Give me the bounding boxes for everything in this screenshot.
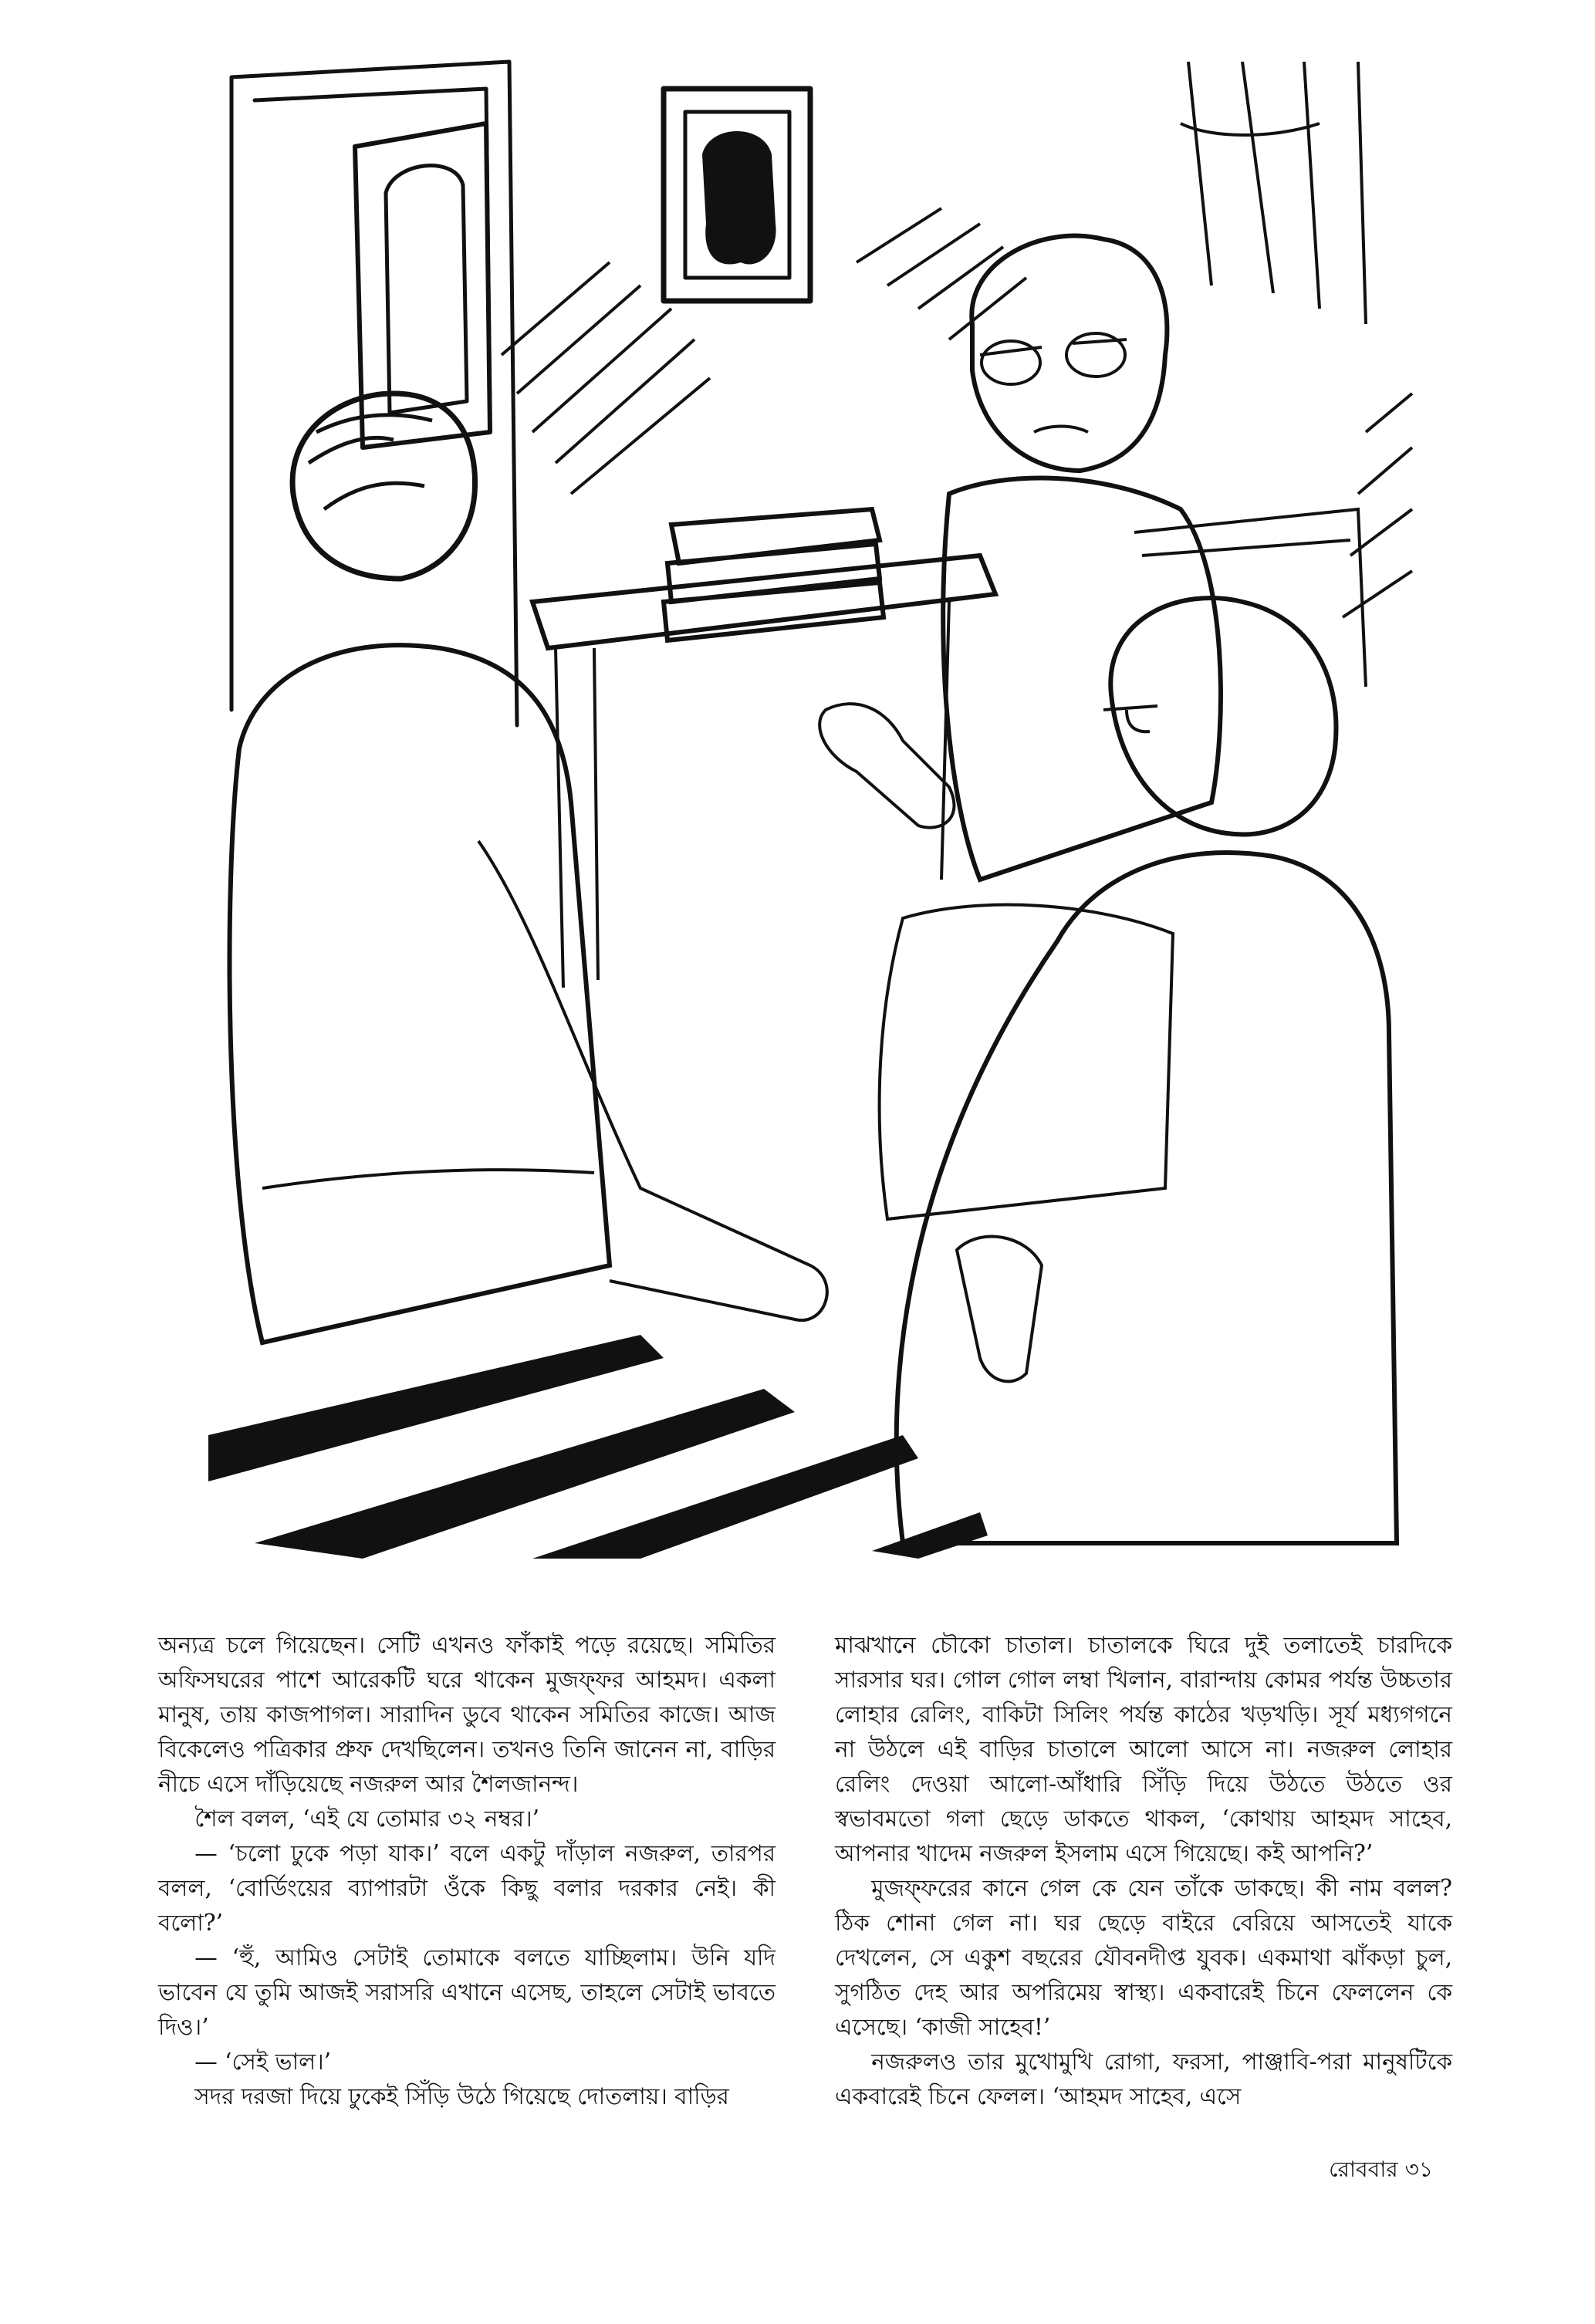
paragraph: নজরুলও তার মুখোমুখি রোগা, ফরসা, পাঞ্জাবি-পরা মানুষটিকে একবারেই চিনে ফেলল। ‘আহমদ সাহেব, এসে	[835, 2049, 1452, 2110]
paragraph: মাঝখানে চৌকো চাতাল। চাতালকে ঘিরে দুই তলাতেই চারদিকে সারসার ঘর। গোল গোল লম্বা খিলান, বারান্দায় কোমর পর্যন্ত উচ্চতার লোহার রেলিং, বাকিটা সিলিং পর্যন্ত কাঠের খড়খড়ি। সূর্য মধ্যগগনে না উঠলে এই বাড়ির চাতালে আলো আসে না। নজরুল লোহার রেলিং দেওয়া আলো-আঁধারি সিঁড়ি দিয়ে উঠতে উঠতে ওর স্বভাবমতো গলা ছেড়ে ডাকতে থাকল, ‘কোথায় আহমদ সাহেব, আপনার খাদেম নজরুল ইসলাম এসে গিয়েছে। কই আপনি?’	[835, 1632, 1452, 1866]
paragraph: শৈল বলল, ‘এই যে তোমার ৩২ নম্বর।’	[194, 1805, 540, 1832]
paragraph: সদর দরজা দিয়ে ঢুকেই সিঁড়ি উঠে গিয়েছে দোতলায়। বাড়ির	[194, 2083, 729, 2110]
paragraph: অন্যত্র চলে গিয়েছেন। সেটি এখনও ফাঁকাই পড়ে রয়েছে। সমিতির অফিসঘরের পাশে আরেকটি ঘরে থাকেন মুজফ্‌ফর আহমদ। একলা মানুষ, তায় কাজপাগল। সারাদিন ডুবে থাকেন সমিতির কাজে। আজ বিকেলেও পত্রিকার প্রুফ দেখছিলেন। তখনও তিনি জানেন না, বাড়ির নীচে এসে দাঁড়িয়েছে নজরুল আর শৈলজানন্দ।	[158, 1632, 776, 1797]
paragraph: — ‘সেই ভাল।’	[194, 2049, 332, 2075]
illustration	[208, 31, 1420, 1559]
paragraph: — ‘চলো ঢুকে পড়া যাক।’ বলে একটু দাঁড়াল নজরুল, তারপর বলল, ‘বোর্ডিংয়ের ব্যাপারটা ওঁকে কিছু বলার দরকার নেই। কী বলো?’	[158, 1840, 776, 1936]
text-column-right	[835, 1628, 1452, 2114]
ink-drawing-three-men-in-room	[208, 31, 1420, 1559]
paragraph: — ‘হুঁ, আমিও সেটাই তোমাকে বলতে যাচ্ছিলাম। উনি যদি ভাবেন যে তুমি আজই সরাসরি এখানে এসেছ, তাহলে সেটাই ভাবতে দিও।’	[158, 1944, 776, 2040]
page-footer: রোববার ৩১	[1329, 2157, 1433, 2182]
paragraph: মুজফ্‌ফরের কানে গেল কে যেন তাঁকে ডাকছে। কী নাম বলল? ঠিক শোনা গেল না। ঘর ছেড়ে বাইরে বেরিয়ে আসতেই যাকে দেখলেন, সে একুশ বছরের যৌবনদীপ্ত যুবক। একমাথা ঝাঁকড়া চুল, সুগঠিত দেহ আর অপরিমেয় স্বাস্থ্য। একবারেই চিনে ফেললেন কে এসেছে। ‘কাজী সাহেব!’	[835, 1875, 1452, 2040]
text-column-left	[158, 1628, 776, 2114]
